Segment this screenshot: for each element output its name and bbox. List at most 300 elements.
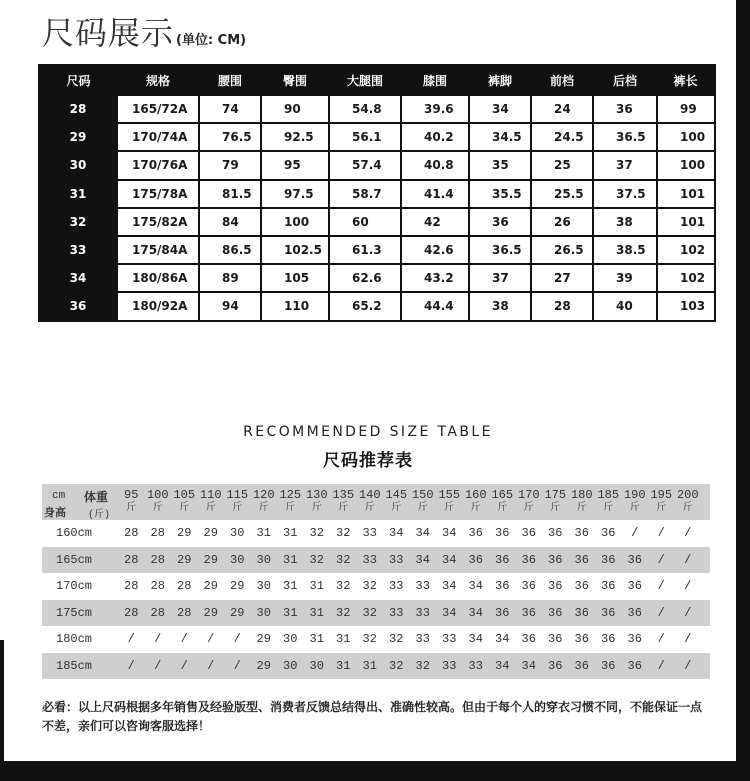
- size-table-header-cell: 膝围: [401, 65, 469, 95]
- recommended-size-cell: 36: [574, 579, 589, 594]
- recommended-size-cell: /: [207, 658, 215, 673]
- recommended-size-cell: 34: [415, 526, 430, 541]
- recommended-size-cell: /: [684, 526, 692, 541]
- recommended-size-cell: 30: [309, 658, 324, 673]
- weight-header-cell: [357, 489, 384, 514]
- recommended-size-cell: 36: [601, 579, 616, 594]
- size-table-row: [39, 292, 715, 320]
- recommended-size-cell: 36: [495, 605, 510, 620]
- weight-value: 115: [226, 488, 249, 503]
- size-table-row: [39, 264, 715, 292]
- recommended-size-cell: 28: [124, 526, 139, 541]
- recommended-size-cell: 31: [336, 632, 351, 647]
- weight-unit: 斤: [338, 503, 349, 515]
- recommended-size-cell: 34: [442, 552, 457, 567]
- recommended-size-cell: 31: [362, 658, 377, 673]
- recommended-size-cell: /: [233, 632, 241, 647]
- recommended-size-cell: 34: [415, 552, 430, 567]
- size-label-cell: 34: [39, 264, 117, 292]
- weight-header-cell: [304, 489, 331, 514]
- size-table-cell: 40.8: [401, 151, 469, 179]
- size-table-cell: 37: [469, 264, 531, 292]
- size-table-header-cell: 腰围: [199, 65, 261, 95]
- weight-header-cell: [251, 489, 278, 514]
- recommended-size-cell: 32: [362, 605, 377, 620]
- recommended-row: [42, 653, 710, 680]
- size-table-cell: 79: [199, 151, 261, 179]
- recommended-size-cell: 34: [442, 526, 457, 541]
- size-table-cell: 175/84A: [117, 236, 199, 264]
- recommended-size-cell: 33: [442, 632, 457, 647]
- size-table-cell: 90: [261, 95, 329, 123]
- size-table-cell: 165/72A: [117, 95, 199, 123]
- recommended-size-cell: 36: [601, 632, 616, 647]
- recommended-size-cell: 32: [415, 658, 430, 673]
- size-table-cell: 180/86A: [117, 264, 199, 292]
- size-table-row: [39, 95, 715, 123]
- weight-value: 195: [650, 488, 673, 503]
- weight-value: 170: [517, 488, 540, 503]
- weight-unit: 斤: [656, 503, 667, 515]
- size-table-cell: 100: [657, 151, 715, 179]
- recommended-size-cell: 33: [415, 605, 430, 620]
- recommended-size-cell: 32: [336, 552, 351, 567]
- size-table-cell: 180/92A: [117, 292, 199, 320]
- recommended-size-cell: 32: [336, 579, 351, 594]
- recommended-size-cell: 36: [548, 632, 563, 647]
- size-table-cell: 24: [531, 95, 593, 123]
- recommended-size-cell: /: [233, 658, 241, 673]
- recommended-size-cell: 32: [362, 579, 377, 594]
- size-table-cell: 76.5: [199, 123, 261, 151]
- weight-unit: 斤: [391, 503, 402, 515]
- page-frame-left: [0, 640, 4, 781]
- recommended-size-cell: 33: [415, 579, 430, 594]
- height-label: 175cm: [56, 605, 93, 620]
- recommended-size-cell: 29: [203, 552, 218, 567]
- size-note: 必看：以上尺码根据多年销售及经验版型、消费者反馈总结得出、准确性较高。但由于每个人的穿衣习惯不同，不能保证一点不差，亲们可以咨询客服选择！: [42, 700, 703, 733]
- recommended-size-cell: /: [127, 658, 135, 673]
- weight-header-cell: [198, 489, 225, 514]
- size-table-row: [39, 180, 715, 208]
- weight-unit: 斤: [523, 503, 534, 515]
- size-table-header-cell: 规格: [117, 65, 199, 95]
- recommended-size-cell: 29: [177, 526, 192, 541]
- recommended-size-cell: 32: [336, 526, 351, 541]
- recommended-size-cell: 36: [574, 632, 589, 647]
- size-table-cell: 38: [593, 208, 657, 236]
- recommended-size-cell: 28: [150, 605, 165, 620]
- size-table-header-cell: 臀围: [261, 65, 329, 95]
- size-label-cell: 33: [39, 236, 117, 264]
- recommended-size-cell: 33: [415, 632, 430, 647]
- weight-header-cell: [516, 489, 543, 514]
- recommended-row: [42, 547, 710, 574]
- recommended-size-cell: 34: [442, 605, 457, 620]
- recommended-size-cell: 36: [574, 526, 589, 541]
- size-table-cell: 95: [261, 151, 329, 179]
- recommended-size-cell: 36: [521, 526, 536, 541]
- recommended-size-cell: 34: [468, 605, 483, 620]
- recommended-size-cell: 32: [309, 552, 324, 567]
- size-table-cell: 100: [261, 208, 329, 236]
- weight-header-cell: [171, 489, 198, 514]
- recommended-size-cell: 33: [389, 605, 404, 620]
- size-table-cell: 44.4: [401, 292, 469, 320]
- size-table-cell: 40.2: [401, 123, 469, 151]
- recommended-size-cell: 36: [521, 579, 536, 594]
- recommended-size-cell: 36: [548, 579, 563, 594]
- recommended-row: [42, 520, 710, 547]
- size-table-cell: 40: [593, 292, 657, 320]
- recommended-size-cell: 29: [256, 632, 271, 647]
- recommended-size-cell: 32: [309, 526, 324, 541]
- recommended-size-cell: 31: [283, 605, 298, 620]
- size-table-cell: 36.5: [469, 236, 531, 264]
- height-label: 185cm: [56, 658, 93, 673]
- weight-value: 130: [305, 488, 328, 503]
- recommended-size-cell: 30: [256, 605, 271, 620]
- title-unit: (单位: CM): [176, 33, 247, 48]
- recommended-size-cell: 32: [362, 632, 377, 647]
- size-label-cell: 36: [39, 292, 117, 320]
- size-table-cell: 57.4: [329, 151, 401, 179]
- size-table-row: [39, 208, 715, 236]
- size-table-cell: 100: [657, 123, 715, 151]
- recommended-size-cell: 36: [495, 552, 510, 567]
- size-table-cell: 38: [469, 292, 531, 320]
- recommended-size-cell: 28: [150, 579, 165, 594]
- size-table-cell: 61.3: [329, 236, 401, 264]
- size-table-row: [39, 236, 715, 264]
- recommended-size-cell: 32: [389, 658, 404, 673]
- recommended-size-cell: 31: [309, 605, 324, 620]
- weight-unit: 斤: [682, 503, 693, 515]
- weight-value: 100: [146, 488, 169, 503]
- recommended-size-cell: /: [684, 605, 692, 620]
- size-table-cell: 101: [657, 208, 715, 236]
- recommended-size-cell: 31: [283, 526, 298, 541]
- size-table-cell: 43.2: [401, 264, 469, 292]
- size-table-cell: 58.7: [329, 180, 401, 208]
- weight-value: 95: [124, 488, 139, 503]
- weight-header-cell: [622, 489, 649, 514]
- size-table-cell: 34: [469, 95, 531, 123]
- weight-value: 175: [544, 488, 567, 503]
- size-table-cell: 36: [593, 95, 657, 123]
- weight-unit: 斤: [258, 503, 269, 515]
- weight-unit: 斤: [417, 503, 428, 515]
- recommended-size-cell: 30: [230, 526, 245, 541]
- size-table-header-cell: 后档: [593, 65, 657, 95]
- weight-header-cell: [383, 489, 410, 514]
- recommended-size-cell: 29: [230, 605, 245, 620]
- recommended-size-cell: /: [684, 658, 692, 673]
- recommended-row: [42, 573, 710, 600]
- recommended-size-cell: 33: [362, 526, 377, 541]
- recommended-size-cell: 29: [177, 552, 192, 567]
- recommended-size-cell: 28: [124, 552, 139, 567]
- recommended-size-cell: /: [657, 632, 665, 647]
- recommended-size-cell: 34: [389, 526, 404, 541]
- weight-value: 200: [676, 488, 699, 503]
- size-table-header-cell: 前档: [531, 65, 593, 95]
- corner-height: 身高: [44, 506, 66, 519]
- size-table-cell: 99: [657, 95, 715, 123]
- size-table-header: [39, 65, 715, 95]
- weight-header-cell: [436, 489, 463, 514]
- recommended-size-cell: 31: [283, 579, 298, 594]
- recommended-size-cell: 32: [336, 605, 351, 620]
- recommended-size-cell: /: [657, 552, 665, 567]
- recommended-size-cell: 36: [601, 658, 616, 673]
- recommended-size-cell: 34: [521, 658, 536, 673]
- recommended-row: [42, 600, 710, 627]
- recommended-size-cell: 34: [468, 579, 483, 594]
- recommended-size-cell: /: [657, 579, 665, 594]
- weight-header-cell: [330, 489, 357, 514]
- weight-header-cell: [224, 489, 251, 514]
- weight-unit: 斤: [205, 503, 216, 515]
- size-table-cell: 39: [593, 264, 657, 292]
- weight-unit: 斤: [285, 503, 296, 515]
- size-table-cell: 27: [531, 264, 593, 292]
- recommended-size-cell: 36: [601, 552, 616, 567]
- recommended-size-cell: 36: [627, 658, 642, 673]
- weight-header-row: [42, 484, 710, 520]
- recommended-title-en: RECOMMENDED SIZE TABLE: [243, 424, 493, 440]
- size-table-row: [39, 151, 715, 179]
- weight-value: 140: [358, 488, 381, 503]
- recommended-size-cell: /: [127, 632, 135, 647]
- size-label-cell: 31: [39, 180, 117, 208]
- recommended-size-cell: 30: [256, 552, 271, 567]
- weight-value: 190: [623, 488, 646, 503]
- recommended-size-cell: 36: [521, 605, 536, 620]
- weight-unit: 斤: [126, 503, 137, 515]
- recommended-size-cell: /: [684, 579, 692, 594]
- weight-unit: 斤: [311, 503, 322, 515]
- size-chart-title: [42, 8, 246, 54]
- recommended-size-cell: 36: [627, 552, 642, 567]
- recommended-size-cell: 36: [468, 552, 483, 567]
- weight-value: 125: [279, 488, 302, 503]
- recommended-size-cell: /: [684, 632, 692, 647]
- weight-header-cell: [542, 489, 569, 514]
- recommended-size-cell: 36: [468, 526, 483, 541]
- weight-unit: 斤: [364, 503, 375, 515]
- recommended-size-cell: 29: [256, 658, 271, 673]
- size-table-cell: 28: [531, 292, 593, 320]
- weight-value: 110: [199, 488, 222, 503]
- size-table-cell: 26.5: [531, 236, 593, 264]
- size-table-cell: 102: [657, 236, 715, 264]
- weight-header-cell: [118, 489, 145, 514]
- table-corner: [42, 484, 118, 520]
- size-table-cell: 26: [531, 208, 593, 236]
- size-table-cell: 42: [401, 208, 469, 236]
- recommended-size-cell: 31: [309, 632, 324, 647]
- recommended-size-cell: /: [154, 632, 162, 647]
- size-table-header-cell: 大腿围: [329, 65, 401, 95]
- size-table-cell: 35: [469, 151, 531, 179]
- weight-unit: 斤: [179, 503, 190, 515]
- size-table-cell: 110: [261, 292, 329, 320]
- recommended-size-cell: 29: [203, 579, 218, 594]
- weight-value: 160: [464, 488, 487, 503]
- size-table-cell: 97.5: [261, 180, 329, 208]
- recommended-size-cell: 36: [548, 605, 563, 620]
- recommended-size-cell: /: [154, 658, 162, 673]
- recommended-size-cell: 36: [574, 605, 589, 620]
- size-table-cell: 81.5: [199, 180, 261, 208]
- weight-header-cell: [595, 489, 622, 514]
- height-label: 180cm: [56, 632, 93, 647]
- weight-value: 165: [491, 488, 514, 503]
- recommended-size-cell: 28: [124, 579, 139, 594]
- recommended-size-cell: 36: [548, 552, 563, 567]
- corner-jin: (斤): [88, 510, 111, 521]
- size-label-cell: 32: [39, 208, 117, 236]
- weight-value: 180: [570, 488, 593, 503]
- recommended-size-cell: 33: [362, 552, 377, 567]
- size-table-cell: 89: [199, 264, 261, 292]
- size-table-cell: 62.6: [329, 264, 401, 292]
- recommended-size-cell: 36: [495, 526, 510, 541]
- size-table-cell: 41.4: [401, 180, 469, 208]
- size-table-cell: 54.8: [329, 95, 401, 123]
- size-table-cell: 60: [329, 208, 401, 236]
- size-table-header-cell: 尺码: [39, 65, 117, 95]
- weight-unit: 斤: [576, 503, 587, 515]
- recommended-size-cell: 29: [203, 526, 218, 541]
- recommended-size-cell: 34: [442, 579, 457, 594]
- recommended-size-cell: /: [657, 658, 665, 673]
- recommended-size-cell: 34: [495, 658, 510, 673]
- weight-unit: 斤: [603, 503, 614, 515]
- height-label: 170cm: [56, 579, 93, 594]
- recommended-size-cell: 36: [495, 579, 510, 594]
- recommended-size-table: [42, 484, 710, 679]
- size-table-cell: 102.5: [261, 236, 329, 264]
- recommended-size-cell: 33: [389, 579, 404, 594]
- recommended-size-cell: 33: [468, 658, 483, 673]
- size-table-cell: 105: [261, 264, 329, 292]
- recommended-size-cell: 36: [601, 526, 616, 541]
- size-table-cell: 94: [199, 292, 261, 320]
- recommended-size-cell: 36: [548, 658, 563, 673]
- size-table-cell: 36.5: [593, 123, 657, 151]
- recommended-size-cell: 28: [150, 526, 165, 541]
- title-main: 尺码展示: [42, 14, 175, 52]
- weight-unit: 斤: [497, 503, 508, 515]
- size-table-cell: 74: [199, 95, 261, 123]
- weight-header-cell: [410, 489, 437, 514]
- recommended-size-cell: /: [657, 605, 665, 620]
- size-table-cell: 170/74A: [117, 123, 199, 151]
- recommended-size-cell: 28: [124, 605, 139, 620]
- recommended-size-cell: 36: [601, 605, 616, 620]
- recommended-size-cell: 31: [309, 579, 324, 594]
- weight-unit: 斤: [444, 503, 455, 515]
- weight-value: 150: [411, 488, 434, 503]
- recommended-size-cell: 36: [548, 526, 563, 541]
- size-table-cell: 42.6: [401, 236, 469, 264]
- weight-unit: 斤: [550, 503, 561, 515]
- recommended-title-cn: 尺码推荐表: [323, 451, 413, 471]
- recommended-size-cell: 30: [230, 552, 245, 567]
- recommended-size-cell: 36: [521, 632, 536, 647]
- recommended-size-cell: 36: [574, 552, 589, 567]
- size-table-cell: 39.6: [401, 95, 469, 123]
- recommended-size-cell: 31: [256, 526, 271, 541]
- weight-unit: 斤: [470, 503, 481, 515]
- recommended-size-cell: 36: [627, 632, 642, 647]
- size-table-cell: 37: [593, 151, 657, 179]
- size-table-cell: 25.5: [531, 180, 593, 208]
- recommended-size-cell: /: [657, 526, 665, 541]
- weight-header-cell: [489, 489, 516, 514]
- recommended-size-cell: /: [631, 526, 639, 541]
- size-table-cell: 25: [531, 151, 593, 179]
- recommended-size-cell: 28: [150, 552, 165, 567]
- weight-value: 185: [597, 488, 620, 503]
- size-table-cell: 34.5: [469, 123, 531, 151]
- size-label-cell: 29: [39, 123, 117, 151]
- weight-header-cell: [675, 489, 702, 514]
- size-table-cell: 24.5: [531, 123, 593, 151]
- recommended-size-cell: 31: [283, 552, 298, 567]
- weight-header-cell: [648, 489, 675, 514]
- weight-value: 105: [173, 488, 196, 503]
- size-table-cell: 84: [199, 208, 261, 236]
- recommended-size-cell: 30: [283, 658, 298, 673]
- recommended-size-cell: 36: [521, 552, 536, 567]
- recommended-size-cell: /: [207, 632, 215, 647]
- recommended-size-cell: 36: [627, 605, 642, 620]
- size-table-cell: 65.2: [329, 292, 401, 320]
- recommended-size-cell: 34: [495, 632, 510, 647]
- size-label-cell: 28: [39, 95, 117, 123]
- size-table-cell: 103: [657, 292, 715, 320]
- size-spec-table: [38, 64, 716, 322]
- weight-unit: 斤: [152, 503, 163, 515]
- size-table-cell: 175/78A: [117, 180, 199, 208]
- size-label-cell: 30: [39, 151, 117, 179]
- size-table-header-cell: 裤长: [657, 65, 715, 95]
- recommended-size-cell: 28: [177, 579, 192, 594]
- size-table-cell: 170/76A: [117, 151, 199, 179]
- size-table-cell: 38.5: [593, 236, 657, 264]
- height-label: 160cm: [56, 526, 93, 541]
- size-table-cell: 56.1: [329, 123, 401, 151]
- size-table-cell: 101: [657, 180, 715, 208]
- recommended-size-cell: 36: [627, 579, 642, 594]
- recommended-size-cell: 30: [256, 579, 271, 594]
- recommended-size-cell: /: [180, 658, 188, 673]
- weight-value: 135: [332, 488, 355, 503]
- weight-unit: 斤: [629, 503, 640, 515]
- corner-weight: 体重: [84, 490, 109, 504]
- recommended-size-cell: 29: [203, 605, 218, 620]
- size-table-cell: 92.5: [261, 123, 329, 151]
- weight-header-cell: [145, 489, 172, 514]
- recommended-size-cell: 34: [468, 632, 483, 647]
- size-table-cell: 35.5: [469, 180, 531, 208]
- weight-header-cell: [569, 489, 596, 514]
- weight-value: 145: [385, 488, 408, 503]
- size-table-cell: 37.5: [593, 180, 657, 208]
